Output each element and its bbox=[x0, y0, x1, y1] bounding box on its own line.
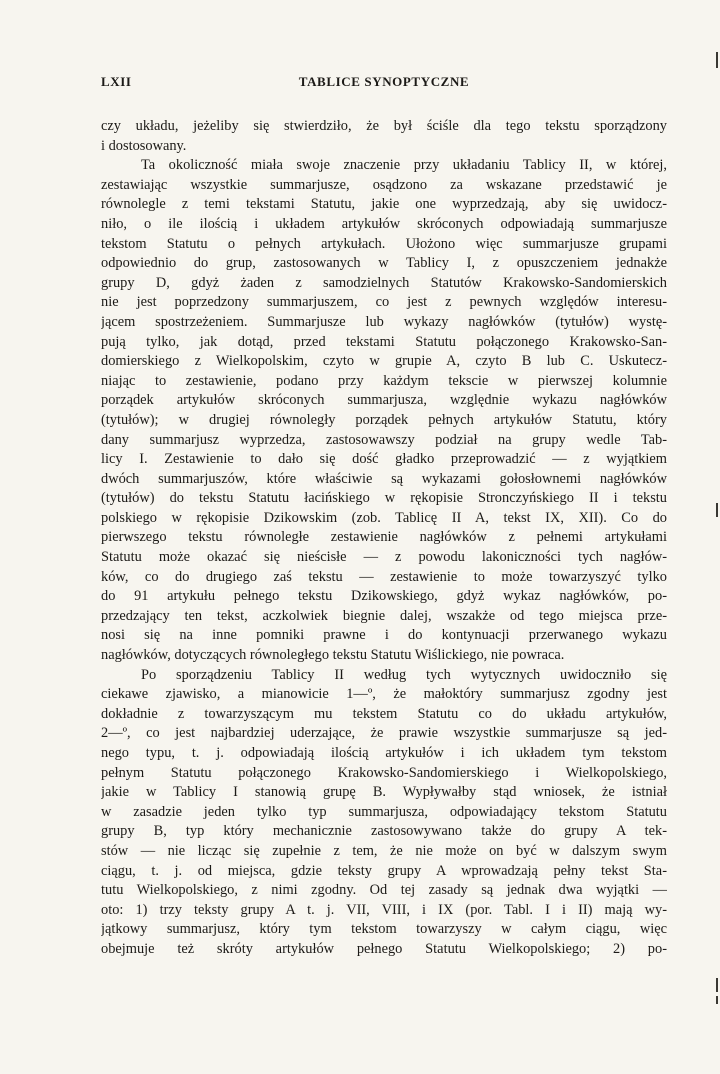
page-header bbox=[101, 74, 667, 96]
text-line: i dostosowany. bbox=[101, 137, 187, 154]
text-line: ciągu, t. j. od miejsca, gdzie teksty grupy A wprowadzają pełny tekst Sta- bbox=[101, 862, 667, 879]
text-line: dwóch summarjuszów, które właściwie są wykazami gołosłownemi nagłówków bbox=[101, 470, 667, 487]
text-line: odpowiednio do grup, zastosowanych w Tablicy I, z opuszczeniem jednakże bbox=[101, 255, 667, 272]
running-title: TABLICE SYNOPTYCZNE bbox=[298, 74, 470, 89]
text-line: nego typu, t. j. odpowiadają ilością artykułów i ich układem tym tekstom bbox=[101, 745, 667, 761]
text-line: licy I. Zestawienie to dało się dość gładko przeprowadzić — z wyjątkiem bbox=[101, 451, 667, 468]
paragraph-first-line: Ta okoliczność miała swoje znaczenie przy układaniu Tablicy II, w której, bbox=[141, 157, 667, 174]
text-line: ków, co do drugiego zaś tekstu — zestawienie to może towarzyszyć tylko bbox=[101, 568, 667, 585]
text-line: nie jest poprzedzony summarjuszem, co jest z pewnych względów interesu- bbox=[101, 294, 667, 311]
text-line: pują tylko, jak dotąd, przed tekstami Statutu połączonego Krakowsko-San- bbox=[101, 333, 667, 350]
text-line: (tytułów); w drugiej równoległy porządek pełnych artykułów Statutu, który bbox=[101, 411, 667, 428]
text-line: tekstom Statutu o pełnych artykułach. Ułożono więc summarjusze grupami bbox=[101, 235, 667, 252]
text-line: równolegle z temi tekstami Statutu, jakie one wyprzedzają, aby się uwidocz- bbox=[101, 196, 667, 213]
text-line: przedzający ten tekst, aczkolwiek biegnie dalej, wszakże od tego miejsca prze- bbox=[101, 607, 667, 624]
text-line: nosi się na inne pomniki prawne i do kontynuacji przerwanego wykazu bbox=[101, 627, 667, 644]
text-line: pierwszego tekstu równoległe zestawienie nagłówków z pełnemi artykułami bbox=[101, 529, 667, 546]
body-text bbox=[101, 117, 667, 960]
text-line: czy układu, jeżeliby się stwierdziło, że był ściśle dla tego tekstu sporządzony bbox=[101, 118, 667, 134]
text-line: tutu Wielkopolskiego, z nimi zgodny. Od tej zasady są jednak dwa wyjątki — bbox=[101, 882, 667, 899]
text-line: stów — nie licząc się zupełnie z tem, że nie może on być w dalszym swym bbox=[101, 842, 667, 859]
text-line: w zasadzie jeden tylko typ summarjusza, odpowiadający tekstom Statutu bbox=[101, 803, 667, 820]
text-line: (tytułów) do tekstu Statutu łacińskiego w rękopisie Stronczyńskiego II i tekstu bbox=[101, 490, 667, 507]
text-line: zestawiając wszystkie summarjusze, osądzono za wskazane przedstawić je bbox=[101, 176, 667, 193]
text-line: domierskiego z Wielkopolskim, czyto w grupie A, czyto B lub C. Uskutecz- bbox=[101, 353, 667, 370]
text-line: oto: 1) trzy teksty grupy A t. j. VII, VIII, i IX (por. Tabl. I i II) mają wy- bbox=[101, 901, 667, 918]
text-line: Statutu może okazać się nieścisłe — z powodu lakoniczności tych nagłów- bbox=[101, 549, 667, 566]
text-line: obejmuje też skróty artykułów pełnego Statutu Wielkopolskiego; 2) po- bbox=[101, 940, 667, 957]
text-line: niło, o ile ilością i układem artykułów skróconych odpowiadają summarjusze bbox=[101, 215, 667, 232]
text-line: grupy D, gdyż żaden z samodzielnych Statutów Krakowsko-Sandomierskich bbox=[101, 274, 667, 291]
text-line: jącem spostrzeżeniem. Summarjusze lub wykazy nagłówków (tytułów) wystę- bbox=[101, 313, 667, 330]
page-number: LXII bbox=[101, 74, 132, 89]
text-line: 2—º, co jest najbardziej uderzające, że prawie wszystkie summarjusze są jed- bbox=[101, 725, 667, 742]
text-line: nagłówków, dotyczących równoległego tekstu Statutu Wiślickiego, nie powraca. bbox=[101, 647, 565, 664]
text-line: jątkowy summarjusz, który tym tekstom towarzyszy w całym ciągu, więc bbox=[101, 921, 667, 938]
paragraph-first-line: Po sporządzeniu Tablicy II według tych wytycznych uwidoczniło się bbox=[141, 666, 667, 683]
text-line: grupy B, typ który mechanicznie zastosowywano także do grupy A tek- bbox=[101, 823, 667, 840]
text-line: ciekawe zjawisko, a mianowicie 1—º, że małoktóry summarjusz zgodny jest bbox=[101, 686, 667, 703]
text-line: jakie w Tablicy I stanowią grupę B. Wypływałby stąd wniosek, że istniał bbox=[101, 784, 667, 801]
text-line: dany summarjusz wyprzedza, zastosowawszy podział na grupy wedle Tab- bbox=[101, 431, 667, 448]
scan-edge-mark bbox=[716, 996, 718, 1004]
text-line: niając to zestawienie, podano przy każdym tekscie w pierwszej kolumnie bbox=[101, 372, 667, 389]
text-line: dokładnie z towarzyszącym mu tekstem Statutu co do układu artykułów, bbox=[101, 705, 667, 722]
text-line: pełnym Statutu połączonego Krakowsko-Sandomierskiego i Wielkopolskiego, bbox=[101, 764, 667, 781]
text-line: polskiego w rękopisie Dzikowskim (zob. Tablicę II A, tekst IX, XII). Co do bbox=[101, 509, 667, 526]
scan-edge-mark bbox=[716, 978, 718, 992]
scan-edge-mark bbox=[716, 503, 718, 517]
text-line: do 91 artykułu pełnego tekstu Dzikowskiego, gdyż wykaz nagłówków, po- bbox=[101, 588, 667, 605]
scan-edge-mark bbox=[716, 52, 718, 68]
text-line: porządek artykułów skróconych summarjusza, względnie wykazu nagłówków bbox=[101, 392, 667, 409]
